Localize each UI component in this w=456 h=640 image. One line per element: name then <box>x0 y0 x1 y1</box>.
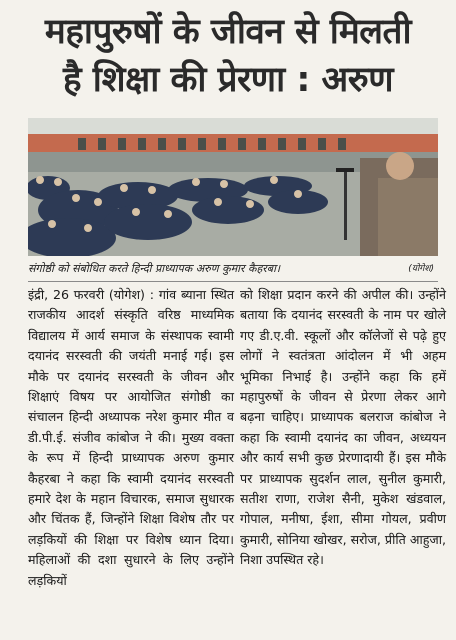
caption-divider <box>28 281 438 282</box>
photo-credit: (योगेश) <box>408 264 434 274</box>
article-text-right: को शिक्षा प्रदान करने की अपील की। उन्होंने बताया कि दयानंद सरस्वती के नाम पर खोले गए डी.ए.वी. स्कूलों और कॉलेजों से पढ़े हुए लोगों ने स्वतंत्रता आंदोलन में भी अहम भूमिका निभाई है। उन्होंने कहा कि हमें महापुरुषों के जीवन से प्रेरणा लेकर आगे बढ़ना चाहिए। प्राध्यापक बलराज कांबोज ने कहा कि स्वामी दयानंद का जीवन, अध्ययन और कार्य सभी कुछ प्रेरणादायी हैं। इस मौके पर प्राध्यापक सुदर्शन लाल, सुनील कुमारी, सतीश राणा, राजेश सैनी, मुकेश खंडवाल, गोपाल, मनीषा, ईशा, सीमा गोयल, प्रवीण कुमारी, सोनिया खोखर, सरोज, प्रीति आहुजा, निशा उपस्थित रहे। <box>240 287 446 568</box>
caption-text: संगोष्ठी को संबोधित करते हिन्दी प्राध्यापक अरुण कुमार कैहरबा। <box>28 262 281 275</box>
article-column-left <box>28 285 234 591</box>
photo-caption <box>28 260 438 278</box>
article-column-right <box>240 285 446 571</box>
headline-line-2: है शिक्षा की प्रेरणा : अरुण <box>62 60 394 100</box>
headline-line-1: महापुरुषों के जीवन से मिलती <box>44 12 412 52</box>
article-text-left: इंद्री, 26 फरवरी (योगेश) : गांव ब्याना स्थित राजकीय आदर्श संस्कृति वरिष्ठ माध्यमिक विद्यालय में आर्य समाज के संस्थापक स्वामी दयानंद सरस्वती की जयंती मनाई गई। इस मौके पर दयानंद सरस्वती के जीवन और शिक्षाएं विषय पर आयोजित संगोष्ठी का संचालन हिन्दी अध्यापक नरेश कुमार मीत व डी.पी.ई. संजीव कांबोज ने की। मुख्य वक्ता के रूप में हिन्दी प्राध्यापक अरुण कुमार कैहरबा ने कहा कि स्वामी दयानंद सरस्वती हमारे देश के महान विचारक, समाज सुधारक और चिंतक हैं, जिन्होंने शिक्षा विशेष तौर पर लड़कियों की शिक्षा पर विशेष ध्यान दिया। महिलाओं की दशा सुधारने के लिए उन्होंने लड़कियों <box>28 287 234 588</box>
headline <box>0 8 456 104</box>
news-photo <box>28 118 438 256</box>
